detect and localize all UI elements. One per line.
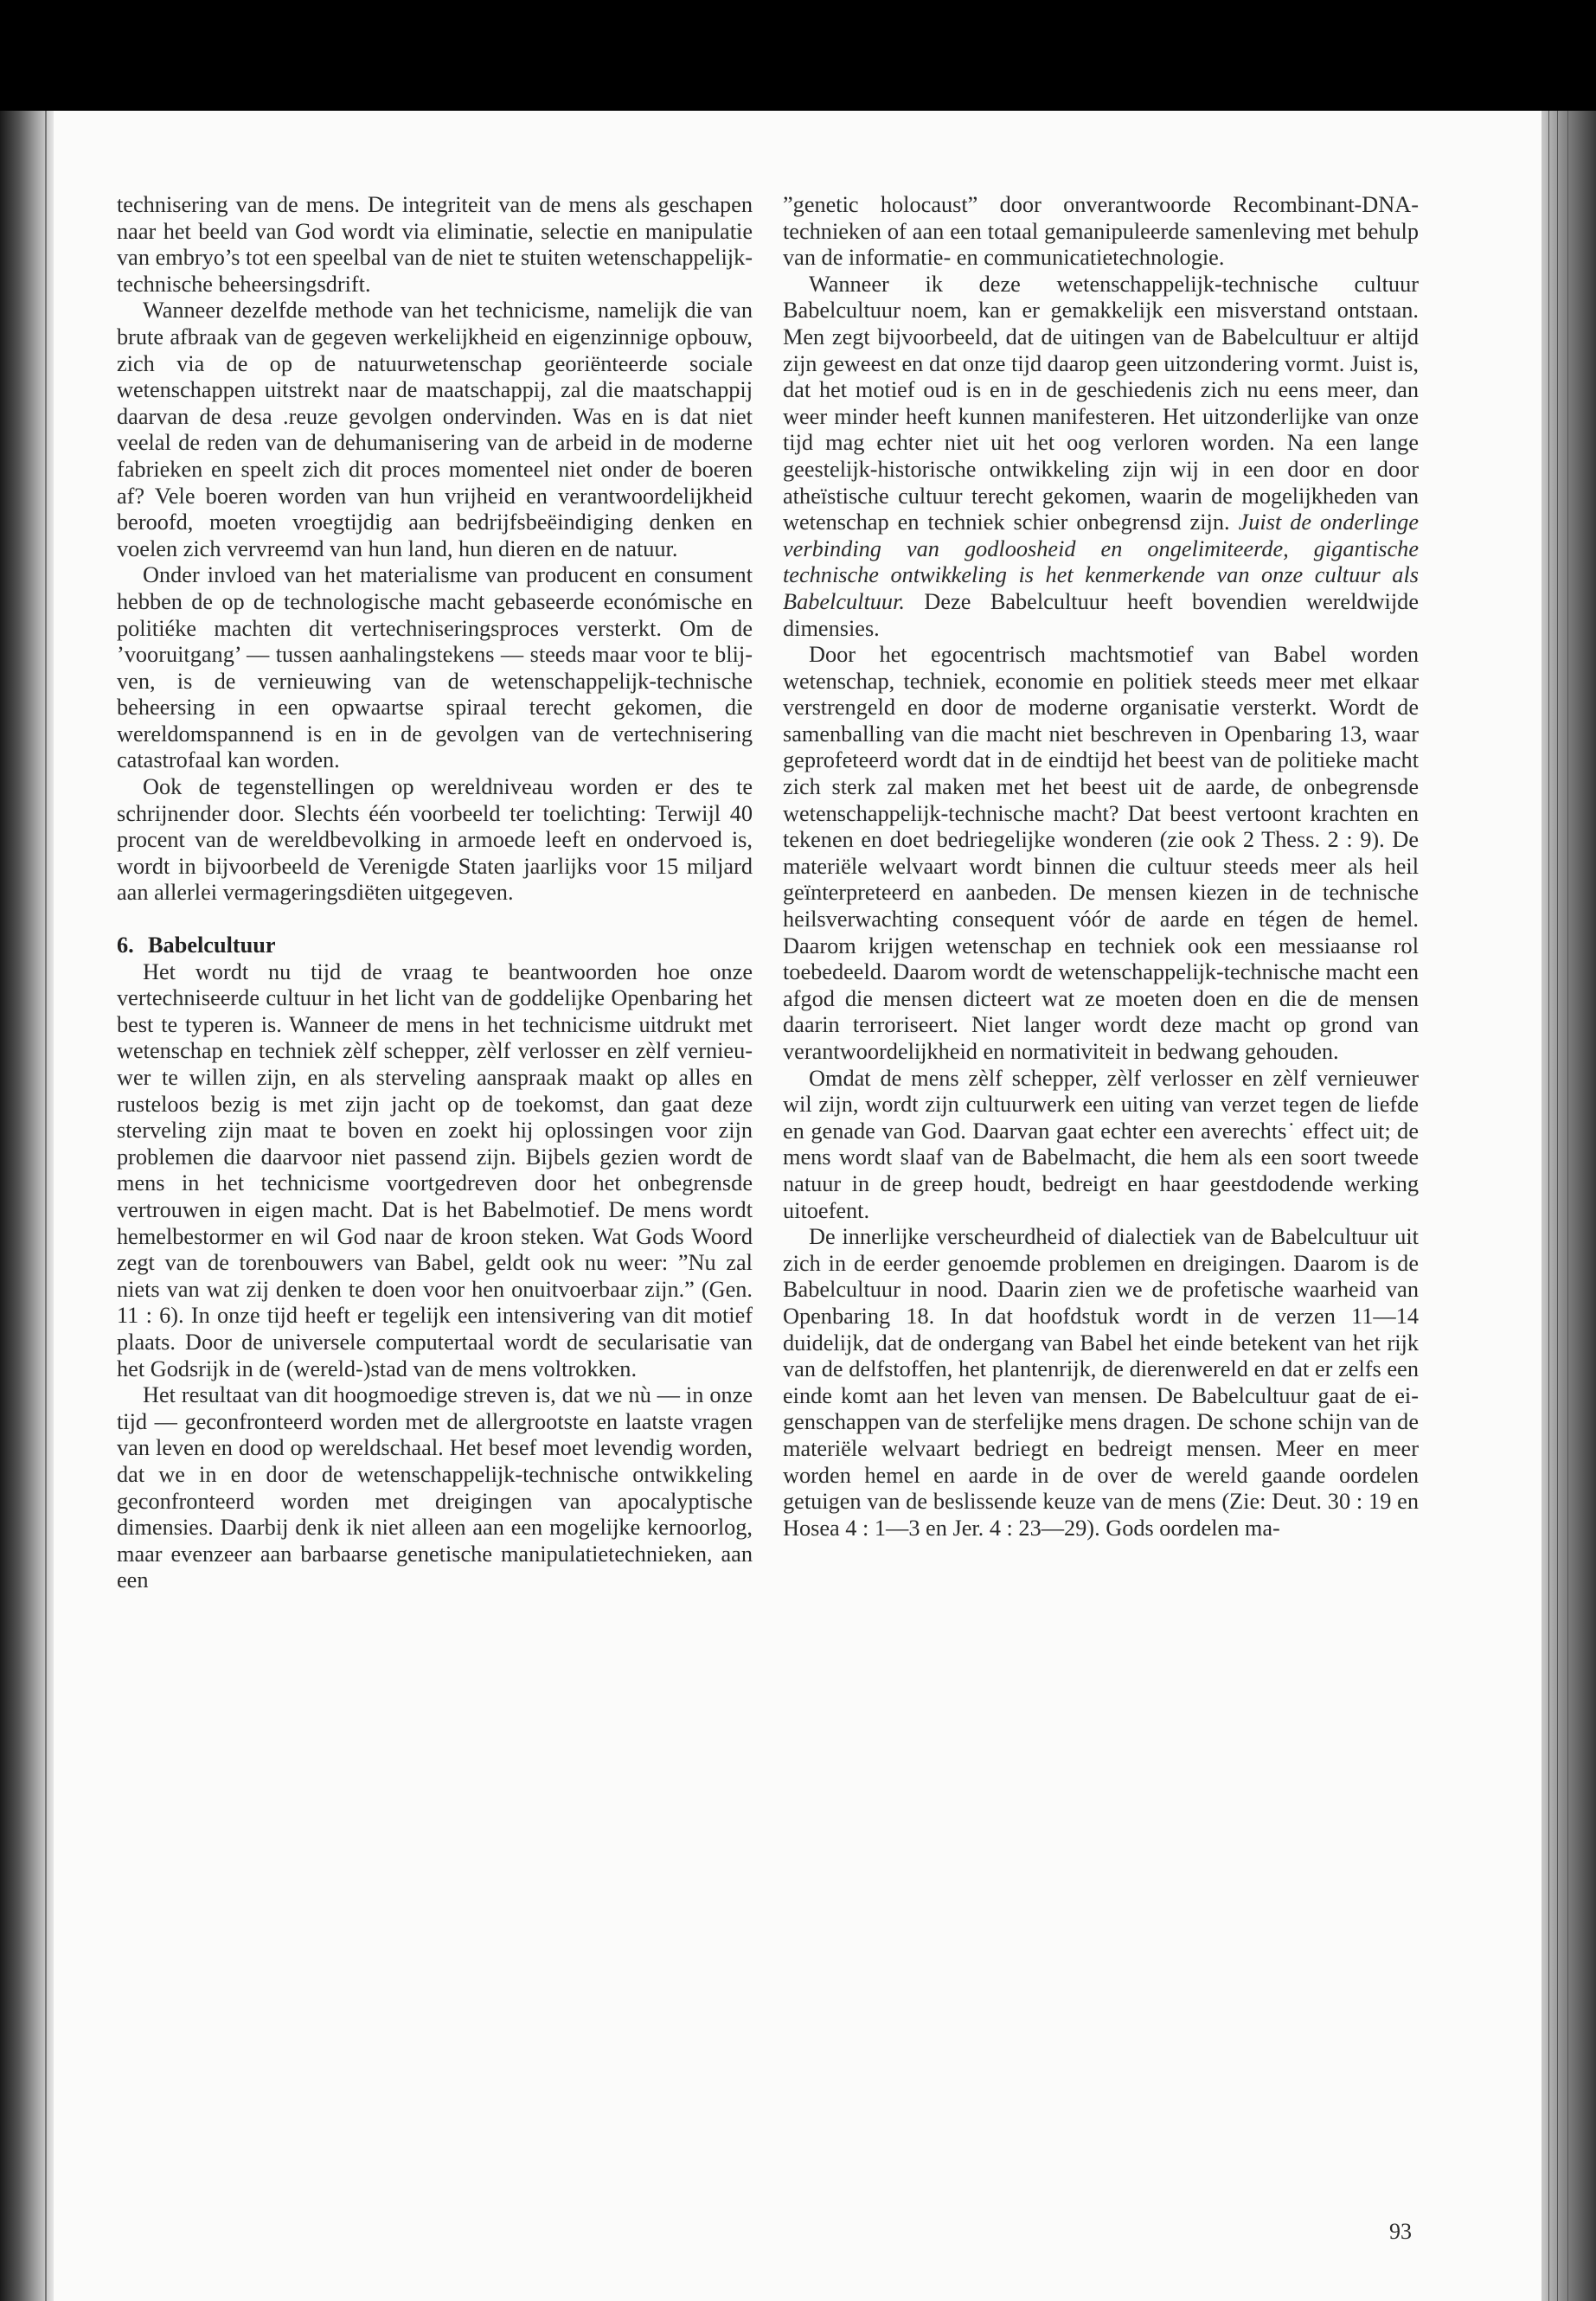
paragraph	[783, 272, 1419, 642]
paragraph: Ook de tegenstellingen op wereldniveau worden er des te schrijnender door. Slechts één voorbeeld ter toelichting: Terwijl 40 procent van de wereldbevolking in armoede leeft en ondervoed is, wordt in bijvoorbeeld de Verenigde Staten jaarlijks voor 15 miljard aan allerlei vermageringsdiëten uitgegeven.	[117, 774, 753, 906]
emphasized-text: Juist de onderlinge verbinding van godloosheid en ongelimiteerde, gigantische technische ontwikkeling is het kenmerkende van onze cultuur als Babelcultuur.	[783, 510, 1419, 614]
section-heading	[117, 933, 753, 959]
page-edge-line	[1567, 111, 1568, 2301]
section-number: 6.	[117, 933, 134, 958]
paragraph: Door het egocentrisch machtsmotief van Babel worden wetenschap, techniek, economie en politiek steeds meer met elkaar verstrengeld en door de moderne organisatie versterkt. Wordt de samenballing van die macht niet beschreven in Openbaring 13, waar geprofeteerd wordt dat in de eindtijd het beest van de politieke macht zich sterk zal maken met het beest uit de aarde, de onbegrensde wetenschappelijk-technische macht? Dat beest vertoont krachten en tekenen en doet bedriegelijke wonderen (zie ook 2 Thess. 2 : 9). De materiële welvaart wordt binnen die cultuur steeds meer als heil geïnterpreteerd en aanbeden. De mensen kiezen in de technische heilsverwachting consequent vóór de aarde en tégen de hemel. Daarom krijgen wetenschap en techniek ook een messiaanse rol toebedeeld. Daarom wordt de wetenschappelijk-technische macht een afgod die mensen dicteert wat ze moeten doen en die de mensen daarin terroriseert. Niet langer wordt deze macht op grond van verantwoordelijkheid en normativiteit in bedwang gehouden.	[783, 642, 1419, 1064]
scan-top-border	[0, 0, 1596, 111]
paragraph: ”genetic holocaust” door onverantwoorde Recombinant-DNA-technieken of aan een totaal gemanipuleerde samenleving met behulp van de informatie- en communicatietechnologie.	[783, 192, 1419, 271]
paragraph-text: Deze Babelcultuur heeft bovendien wereldwijde dimensies.	[783, 588, 1419, 641]
page-number: 93	[1389, 2219, 1412, 2244]
paragraph: technisering van de mens. De integriteit van de mens als geschapen naar het beeld van God wordt via eliminatie, selectie en manipulatie van embryo’s tot een speelbal van de niet te stuiten wetenschappelijk-technische beheersingsdrift.	[117, 192, 753, 297]
paragraph: Wanneer dezelfde methode van het technicisme, namelijk die van brute afbraak van de gegeven werkelijkheid en eigenzinnige opbouw, zich via de op de natuurwetenschap georiënteerde sociale wetenschappen uitstrekt naar de maatschappij, zal die maatschappij daarvan de desa .reuze gevolgen ondervinden. Was en is dat niet veelal de reden van de dehumanisering van de arbeid in de moderne fabrieken en speelt zich dit proces momenteel niet onder de boeren af? Vele boeren worden van hun vrijheid en verantwoordelijkheid beroofd, moeten vroegtijdig aan bedrijfsbeëindiging denken en voelen zich vervreemd van hun land, hun dieren en de natuur.	[117, 298, 753, 561]
paragraph: Het wordt nu tijd de vraag te beantwoorden hoe onze vertechniseerde cultuur in het licht van de goddelijke Openbaring het best te typeren is. Wanneer de mens in het technicisme uitdrukt met wetenschap en techniek zèlf schepper, zèlf verlosser en zèlf vernieuwer te willen zijn, en als sterveling aanspraak maakt op alles en rusteloos bezig is met zijn jacht op de toekomst, dan gaat deze sterveling zijn maat te boven en zoekt hij oplossingen voor zijn problemen die daarvoor niet passend zijn. Bijbels gezien wordt de mens in het technicisme voortgedreven door het onbegrensde vertrouwen in eigen macht. Dat is het Babelmotief. De mens wordt hemelbestormer en wil God naar de kroon steken. Wat Gods Woord zegt van de torenbouwers van Babel, geldt ook nu weer: ”Nu zal niets van wat zij denken te doen voor hen onuitvoerbaar zijn.” (Gen. 11 : 6). In onze tijd heeft er tegelijk een intensivering van dit motief plaats. Door de universele computertaal wordt de secularisatie van het Godsrijk in de (wereld-)stad van de mens voltrokken.	[117, 958, 753, 1381]
section-title: Babelcultuur	[148, 933, 276, 958]
right-text-column	[783, 192, 1419, 1541]
spine-fold-line	[45, 111, 47, 2301]
paragraph: De innerlijke verscheurdheid of dialectiek van de Babelcultuur uit zich in de eerder genoemde problemen en dreigingen. Daarom is de Babelcultuur in nood. Daarin zien we de profetische waarheid van Openbaring 18. In dat hoofdstuk wordt in de verzen 11—14 duidelijk, dat de ondergang van Babel het einde betekent van het rijk van de delfstoffen, het plantenrijk, de dierenwereld en dat er zelfs een einde komt aan het leven van mensen. De Babelcultuur gaat de eigenschappen van de sterfelijke mens dragen. De schone schijn van de materiële welvaart bedriegt en bedreigt mensen. Meer en meer worden hemel en aarde in de over de wereld gaande oordelen getuigen van de beslissende keuze van de mens (Zie: Deut. 30 : 19 en Hosea 4 : 1—3 en Jer. 4 : 23—29). Gods oordelen ma-	[783, 1224, 1419, 1541]
paragraph: Onder invloed van het materialisme van producent en consument hebben de op de technologische macht gebaseerde económische en politiéke machten dit vertechniseringsproces versterkt. Om de ’vooruitgang’ — tussen aanhalingstekens — steeds maar voor te blijven, is de vernieuwing van de wetenschappelijk-technische beheersing in een opwaartse spiraal terecht gekomen, die wereldomspannend is en in de gevolgen van de vertechnisering catastrofaal kan worden.	[117, 562, 753, 773]
paragraph: Omdat de mens zèlf schepper, zèlf verlosser en zèlf vernieuwer wil zijn, wordt zijn cultuurwerk een uiting van verzet tegen de liefde en genade van God. Daarvan gaat echter een averechts˙ effect uit; de mens wordt slaaf van de Babelmacht, die hem als een soort tweede natuur in de greep houdt, bedreigt en haar geestdodende werking uitoefent.	[783, 1065, 1419, 1223]
left-text-column	[117, 192, 753, 1594]
page-edge-line	[1548, 111, 1549, 2301]
paragraph: Het resultaat van dit hoogmoedige streven is, dat we nù — in onze tijd — geconfronteerd worden met de allergrootste en laatste vragen van leven en dood op wereldschaal. Het besef moet levendig worden, dat we in en door de wetenschappelijk-technische ontwikkeling geconfronteerd worden met dreigingen van apocalyptische dimensies. Daarbij denk ik niet alleen aan een mogelijke kernoorlog, maar evenzeer aan barbaarse genetische manipulatietechnieken, aan een	[117, 1382, 753, 1593]
paragraph-text: Wanneer ik deze wetenschappelijk-technische cultuur Babelcultuur noem, kan er gemakkelijk een misverstand ontstaan. Men zegt bijvoorbeeld, dat de uitingen van de Babelcultuur er altijd zijn geweest en dat onze tijd daarop geen uitzondering vormt. Juist is, dat het motief oud is en in de geschiedenis zich nu eens meer, dan weer minder heeft kunnen manifesteren. Het uitzonderlijke van onze tijd mag echter niet uit het oog verloren worden. Na een lange geestelijk-historische ontwikkeling zijn wij in een door en door atheïstische cultuur terecht gekomen, waarin de mogelijkheden van wetenschap en techniek schier onbegrensd zijn.	[783, 271, 1419, 535]
page-edge-line	[1557, 111, 1558, 2301]
page-edge-stack	[1542, 111, 1596, 2301]
